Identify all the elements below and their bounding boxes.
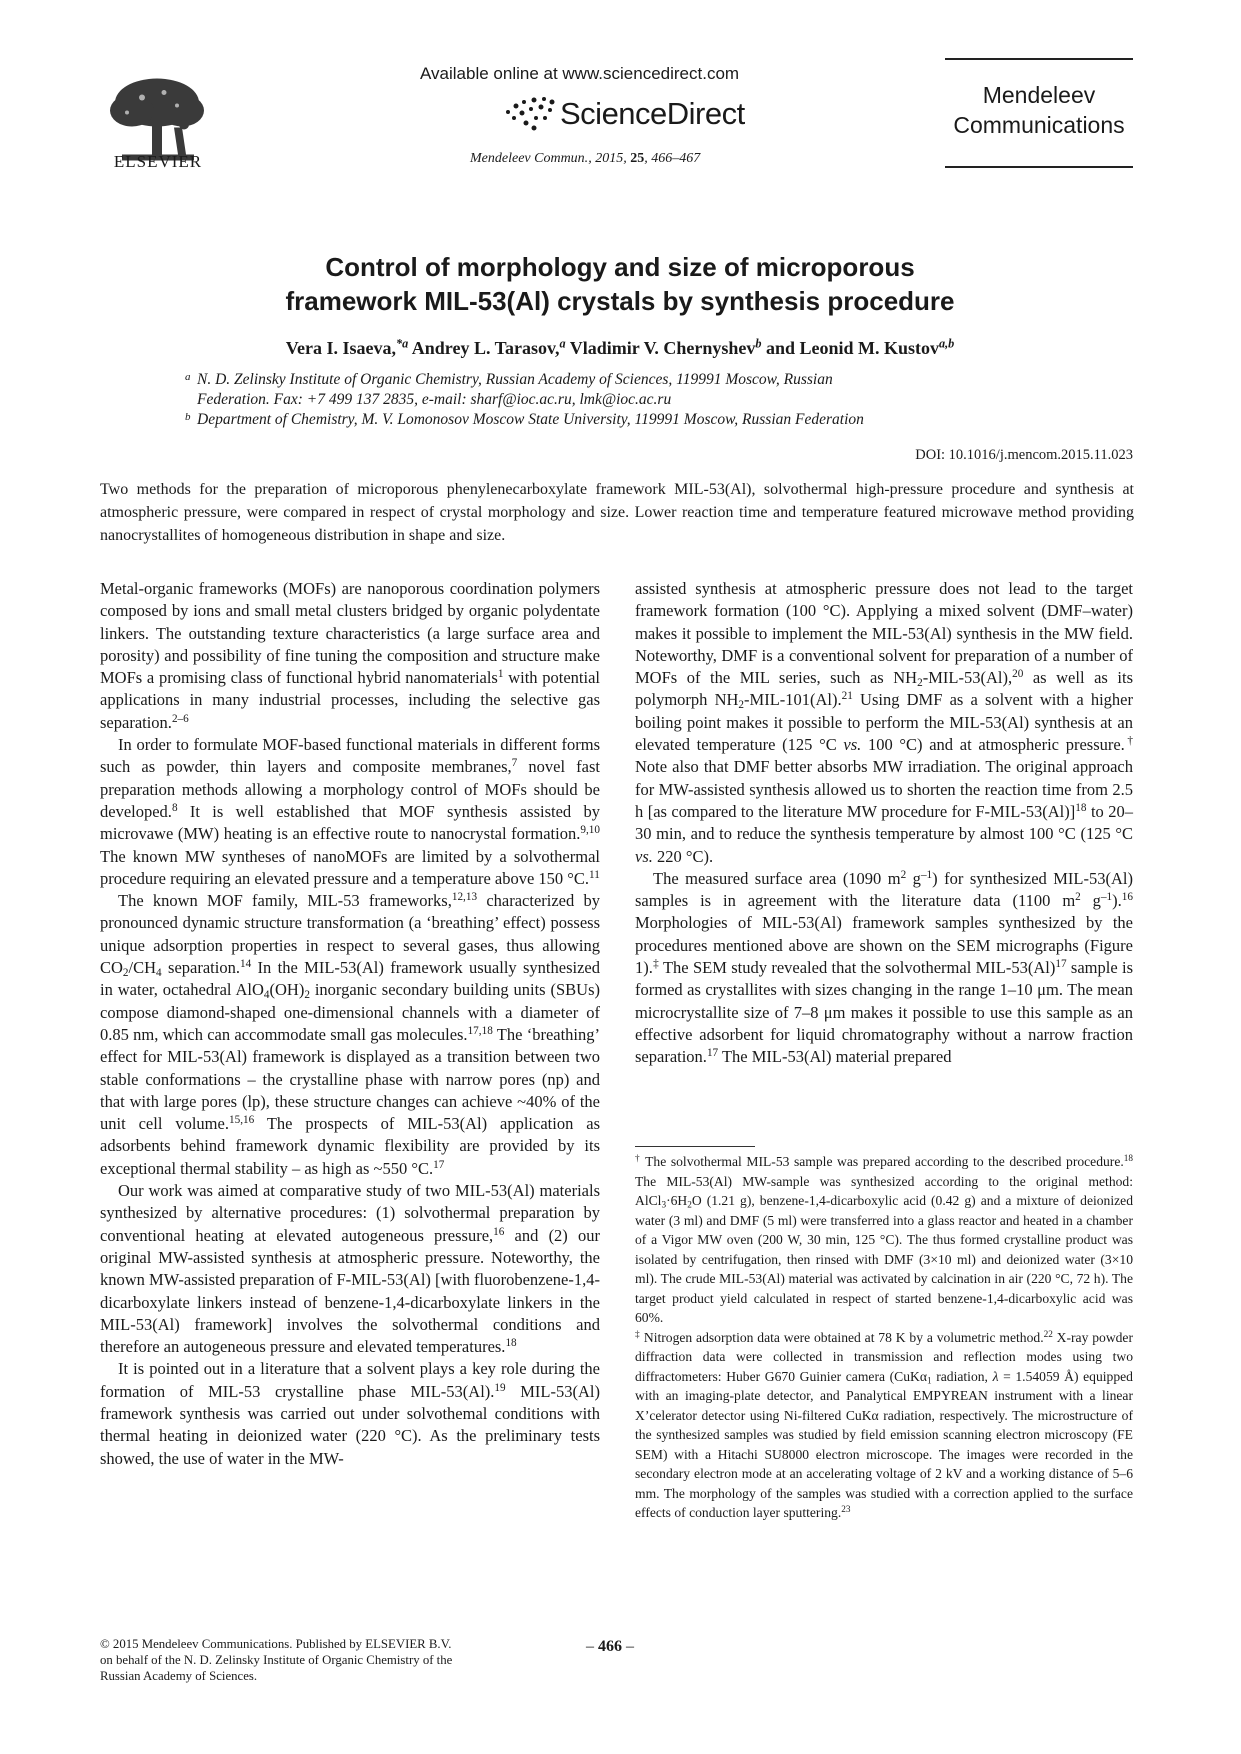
paragraph: Our work was aimed at comparative study of two MIL-53(Al) materials synthesized by alternative procedures: (1) solvothermal preparation by conventional heating at elevated autogeneous pressure,$^{16}$ and (2) our original MW-assisted synthesis at atmospheric pressure. Noteworthy, the known MW-assisted preparation of F-MIL-53(Al) [with fluorobenzene-1,4-dicarboxylate linkers instead of benzene-1,4-dicarboxylate linkers in the MIL-53(Al) framework] involves the solvothermal conditions and therefore an autogeneous pressure and elevated temperatures.$^{18}$: [100, 1181, 600, 1357]
journal-citation: Mendeleev Commun., 2015, 25, 466–467: [470, 151, 701, 166]
doi-link[interactable]: DOI: 10.1016/j.mencom.2015.11.023: [915, 447, 1133, 463]
paragraph: Metal-organic frameworks (MOFs) are nanoporous coordination polymers composed by ions and small metal clusters bridged by organic polydentate linkers. The outstanding texture characteristics (a large surface area and porosity) and possibility of fine tuning the composition and structure make MOFs a promising class of functional hybrid nanomaterials$^1$ with potential applications in many industrial processes, including the selective gas separation.$^{2-6}$: [100, 579, 600, 732]
author-list: Vera I. Isaeva,$^{*a}$ Andrey L. Tarasov,$^a$ Vladimir V. Chernyshev$^b$ and Leonid M. Kustov$^{a,b}$: [285, 336, 955, 358]
affiliation-a-continued: Federation. Fax: +7 499 137 2835, e-mail: sharf@ioc.ac.ru, lmk@ioc.ac.ru: [197, 391, 672, 408]
footnote-divider: [635, 1146, 755, 1147]
paragraph: assisted synthesis at atmospheric pressure does not lead to the target framework formation (100 °C). Applying a mixed solvent (DMF–water) makes it possible to implement the MIL-53(Al) synthesis in the MW field. Noteworthy, DMF is a conventional solvent for preparation of a number of MOFs of the MIL series, such as $NH_2-MIL-53(Al),^{20}$ as well as its polymorph $NH_2-MIL-101(Al).^{21}$ Using DMF as a solvent with a higher boiling point makes it possible to perform the MIL-53(Al) synthesis at an elevated temperature (125 °C vs. 100 °C) and at atmospheric pressure.† Note also that DMF better absorbs MW irradiation. The original approach for MW-assisted synthesis allowed us to shorten the reaction time from 2.5 h [as compared to the literature MW procedure for F-MIL-53(Al)]$^{18}$ to 20–30 min, and to reduce the synthesis temperature by almost 100 °C (125 °C vs. 220 °C).: [635, 579, 1133, 866]
abstract: Two methods for the preparation of microporous phenylenecarboxylate framework MIL-53(Al), solvothermal high-pressure procedure and synthesis at atmospheric pressure, were compared in respect of crystal morphology and size. Lower reaction time and temperature featured microwave method providing nanocrystallites of homogeneous distribution in shape and size.: [100, 481, 1134, 544]
paragraph: The measured surface area (1090 $m^2$ $g^{-1}$) for synthesized MIL-53(Al) samples is in agreement with the literature data (1100 $m^2$ $g^{-1}).^{16}$ Morphologies of MIL-53(Al) framework samples synthesized by the procedures mentioned above are shown on the SEM micrographs (Figure 1).‡ The SEM study revealed that the solvothermal MIL-$53(Al)^{17}$ sample is formed as crystallites with sizes changing in the range 1–10 μm. The mean microcrystallite size of 7–8 μm makes it possible to use this sample as an effective adsorbent for liquid chromatography without a narrow fraction separation.$^{17}$ The MIL-53(Al) material prepared: [635, 868, 1134, 1067]
footnotes: [635, 1152, 1133, 1523]
sciencedirect-brand[interactable]: ScienceDirect: [560, 96, 745, 131]
publisher-name: ELSEVIER: [113, 152, 203, 171]
paragraph: In order to formulate MOF-based functional materials in different forms such as powder, thin layers and composite membranes,$^7$ novel fast preparation methods allowing a morphology control of MOFs should be developed.$^8$ It is well established that MOF synthesis assisted by microvawe (MW) heating is an effective route to nanocrystal formation.$^{9,10}$ The known MW syntheses of nanoMOFs are limited by a solvothermal procedure requiring an elevated pressure and a temperature above 150 °C.$^{11}$: [100, 735, 601, 888]
journal-title: Mendeleev Communications: [953, 82, 1125, 138]
affiliation-b: b Department of Chemistry, M. V. Lomonosov Moscow State University, 119991 Moscow, Russian Federation: [185, 411, 864, 428]
paragraph: The known MOF family, MIL-53 frameworks,$^{12,13}$ characterized by pronounced dynamic structure transformation (a ‘breathing’ effect) possess unique adsorption properties in respect to several gases, thus allowing $CO_2/CH_4$ separation.$^{14}$ In the MIL-53(Al) framework usually synthesized in water, octahedral $AlO_4(OH)_2$ inorganic secondary building units (SBUs) compose diamond-shaped one-dimensional channels with a diameter of 0.85 nm, which can accommodate small gas molecules.$^{17,18}$ The ‘breathing’ effect for MIL-53(Al) framework is displayed as a transition between two stable conformations – the crystalline phase with narrow pores (np) and that with large pores (lp), these structure changes can achieve ~40% of the unit cell volume.$^{15,16}$ The prospects of MIL-53(Al) application as adsorbents behind framework dynamic flexibility are provided by its exceptional thermal stability – as high as ~550 °C.$^{17}$: [100, 891, 601, 1178]
affiliation-a: a N. D. Zelinsky Institute of Organic Chemistry, Russian Academy of Sciences, 119991 Moscow, Russian: [185, 371, 833, 388]
affiliations: [185, 370, 1085, 430]
paragraph: It is pointed out in a literature that a solvent plays a key role during the formation of MIL-53 crystalline phase MIL-53(Al).$^{19}$ MIL-53(Al) framework synthesis was carried out under solvothemal conditions with thermal heating in deionized water (220 °C). As the preliminary tests showed, the use of water in the MW-: [100, 1359, 600, 1468]
footnote-double-dagger: ‡ Nitrogen adsorption data were obtained at 78 K by a volumetric method.$^{22}$ X-ray powder diffraction data were collected in transmission and reflection modes using two diffractometers: Huber G670 Guinier camera (CuKα$_1$ radiation, λ = 1.54059 Å) equipped with an imaging-plate detector, and Panalytical EMPYREAN instrument with a linear X’celerator detector using Ni-filtered CuKα radiation, respectively. The microstructure of the synthesized samples was studied by field emission scanning electron microscopy (FE SEM) with a Hitachi SU8000 electron microscope. The images were recorded in the secondary electron mode at an accelerating voltage of 2 kV and a working distance of 5–6 mm. The morphology of the samples was studied with a correction applied to the surface effects of conduction layer sputtering.$^{23}$: [635, 1328, 1133, 1520]
copyright-notice: © 2015 Mendeleev Communications. Published by ELSEVIER B.V. on behalf of the N. D. Zelinsky Institute of Organic Chemistry of the Russian Academy of Sciences.: [100, 1637, 453, 1683]
body-column-right: [635, 578, 1133, 1069]
paper-title: Control of morphology and size of microporous framework MIL-53(Al) crystals by synthesis procedure: [285, 252, 955, 316]
available-online-text[interactable]: Available online at www.sciencedirect.com: [420, 64, 740, 83]
footnote-dagger: † The solvothermal MIL-53 sample was prepared according to the described procedure.$^{18}$ The MIL-53(Al) MW-sample was synthesized according to the original method: $AlCl_3\cdot 6H_2O$ (1.21 g), benzene-1,4-dicarboxylic acid (0.42 g) and a mixture of deionized water (3 ml) and DMF (5 ml) were transferred into a glass reactor and heated in a chamber of a Vigor MW oven (200 W, 30 min, 125 °C). The thus formed crystalline product was isolated by centrifugation, then rinsed with DMF (3×10 ml) and deionized water (3×10 ml). The crude MIL-53(Al) material was activated by calcination in air (220 °C, 72 h). The target product yield calculated in respect of started benzene-1,4-dicarboxylic acid was 60%.: [635, 1152, 1133, 1325]
page-number: – 466 –: [586, 1638, 634, 1655]
body-column-left: [100, 578, 600, 1470]
sciencedirect-dots-icon: [504, 96, 560, 132]
